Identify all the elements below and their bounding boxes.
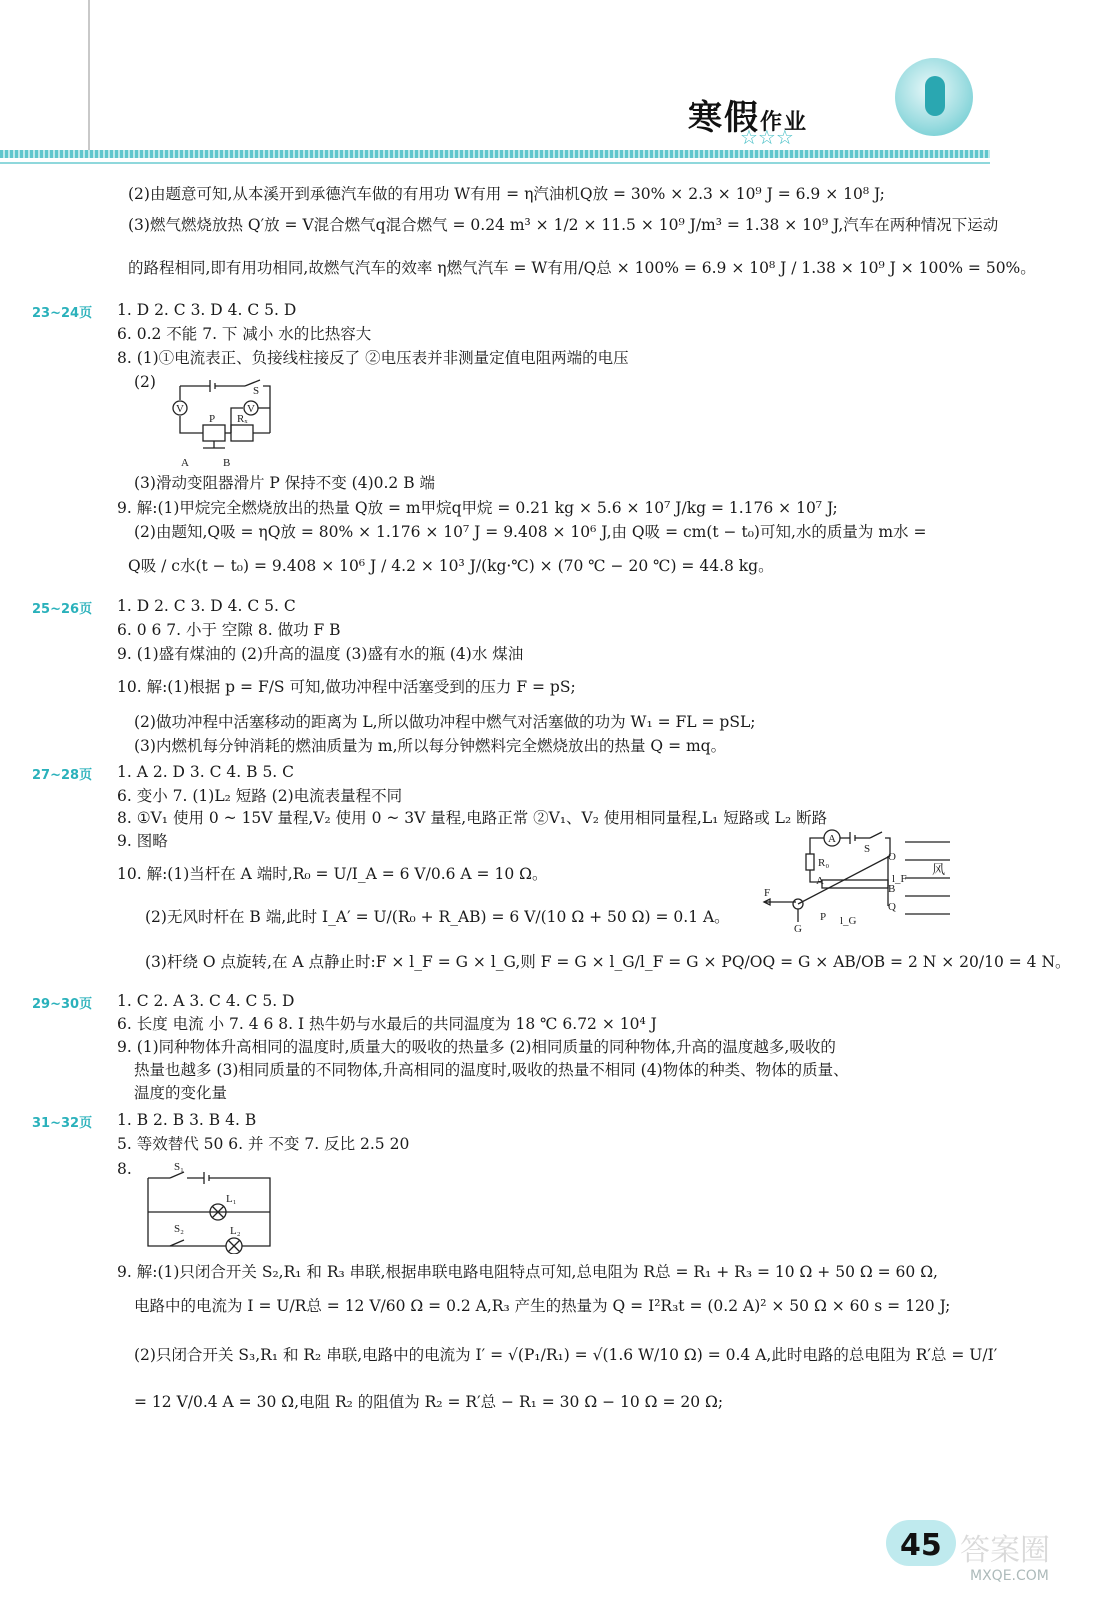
label-ammeter: V: [176, 403, 184, 415]
circuit-diagram-2: [140, 1160, 280, 1254]
answer-line: 电路中的电流为 I = U/R总 = 12 V/60 Ω = 0.2 A,R₃ 产生的热量为 Q = I²R₃t = (0.2 A)² × 50 Ω × 60 s = 120 J;: [134, 1297, 951, 1315]
answer-line: 9. (1)同种物体升高相同的温度时,质量大的吸收的热量多 (2)相同质量的同种物体,升高的温度越多,吸收的: [117, 1038, 836, 1056]
answer-line: 温度的变化量: [134, 1084, 228, 1102]
label-a: A: [816, 875, 824, 887]
header-band: [0, 150, 990, 158]
answer-line: 6. 0 6 7. 小于 空隙 8. 做功 F B: [117, 621, 341, 639]
label-b: B: [223, 457, 231, 469]
section-tag: 23~24页: [32, 306, 93, 321]
lightbulb-mascot-icon: [895, 58, 973, 136]
section-tag: 29~30页: [32, 997, 93, 1012]
answer-line: 1. D 2. C 3. D 4. C 5. C: [117, 597, 296, 615]
header-stars: ☆☆☆: [740, 125, 794, 149]
answer-line: 1. A 2. D 3. C 4. B 5. C: [117, 763, 295, 781]
answer-line: 热量也越多 (3)相同质量的不同物体,升高相同的温度时,吸收的热量不相同 (4)物体的种类、物体的质量、: [134, 1061, 849, 1079]
left-margin-line: [88, 0, 90, 150]
answer-line: 9. (1)盛有煤油的 (2)升高的温度 (3)盛有水的瓶 (4)水 煤油: [117, 645, 524, 663]
label-lf: l_F: [892, 873, 907, 885]
label-rx: Rₓ: [237, 413, 248, 425]
label-l2: L₂: [230, 1225, 241, 1237]
answer-line: (3)杆绕 O 点旋转,在 A 点静止时:F × l_F = G × l_G,则 F = G × l_G/l_F = G × PQ/OQ = G × AB/OB = 2 N × 20/10 = 4 N。: [145, 953, 1071, 971]
answer-line: 8.: [117, 1160, 132, 1178]
label-lg: l_G: [840, 915, 857, 927]
label-wind: 风: [932, 862, 946, 877]
label-f: F: [764, 887, 771, 899]
answer-line: 9. 解:(1)甲烷完全燃烧放出的热量 Q放 = m甲烷q甲烷 = 0.21 kg × 5.6 × 10⁷ J/kg = 1.176 × 10⁷ J;: [117, 499, 838, 517]
answer-line: 10. 解:(1)当杆在 A 端时,R₀ = U/I_A = 6 V/0.6 A = 10 Ω。: [117, 865, 548, 883]
answer-line: 10. 解:(1)根据 p = F/S 可知,做功冲程中活塞受到的压力 F = pS;: [117, 678, 576, 696]
label-switch: S: [864, 843, 871, 855]
answer-line: 5. 等效替代 50 6. 并 不变 7. 反比 2.5 20: [117, 1135, 410, 1153]
label-ammeter: A: [828, 833, 836, 845]
intro-line: 的路程相同,即有用功相同,故燃气汽车的效率 η燃气汽车 = W有用/Q总 × 100% = 6.9 × 10⁸ J / 1.38 × 10⁹ J × 100% = 50%。: [128, 259, 1036, 277]
answer-line: (3)内燃机每分钟消耗的燃油质量为 m,所以每分钟燃料完全燃烧放出的热量 Q = mq。: [134, 737, 727, 755]
answer-line: 6. 0.2 不能 7. 下 减小 水的比热容大: [117, 325, 372, 343]
header-rule: [0, 162, 990, 164]
intro-line: (3)燃气燃烧放热 Q′放 = V混合燃气q混合燃气 = 0.24 m³ × 1/2 × 11.5 × 10⁹ J/m³ = 1.38 × 10⁹ J,汽车在两种情况下运动: [128, 216, 999, 234]
answer-line: (2)无风时杆在 B 端,此时 I_A′ = U/(R₀ + R_AB) = 6 V/(10 Ω + 50 Ω) = 0.1 A。: [145, 908, 730, 926]
answer-line: 8. (1)①电流表正、负接线柱接反了 ②电压表并非测量定值电阻两端的电压: [117, 349, 629, 367]
section-tag: 31~32页: [32, 1116, 93, 1131]
answer-line: = 12 V/0.4 A = 30 Ω,电阻 R₂ 的阻值为 R₂ = R′总 − R₁ = 30 Ω − 10 Ω = 20 Ω;: [134, 1393, 724, 1411]
answer-line: 1. B 2. B 3. B 4. B: [117, 1111, 257, 1129]
label-l1: L₁: [226, 1193, 237, 1205]
section-tag: 25~26页: [32, 602, 93, 617]
answer-line: Q吸 / c水(t − t₀) = 9.408 × 10⁶ J / 4.2 × 10³ J/(kg·℃) × (70 ℃ − 20 ℃) = 44.8 kg。: [128, 557, 774, 575]
label-r0: R₀: [818, 857, 830, 869]
label-p: P: [820, 911, 827, 923]
label-s2: S₂: [174, 1223, 184, 1235]
circuit-diagram-1: [165, 378, 285, 470]
answer-line: 9. 图略: [117, 832, 168, 850]
label-voltmeter: V: [247, 403, 255, 415]
label-switch: S: [253, 385, 260, 397]
intro-line: (2)由题意可知,从本溪开到承德汽车做的有用功 W有用 = η汽油机Q放 = 30% × 2.3 × 10⁹ J = 6.9 × 10⁸ J;: [128, 185, 885, 203]
label-p: P: [209, 413, 216, 425]
watermark-logo: 答案圈: [960, 1533, 1050, 1568]
wind-lever-diagram: [760, 826, 960, 934]
watermark-url: MXQE.COM: [970, 1568, 1049, 1584]
answer-line: 6. 变小 7. (1)L₂ 短路 (2)电流表量程不同: [117, 787, 403, 805]
label-s1: S₁: [174, 1161, 184, 1173]
section-tag: 27~28页: [32, 768, 93, 783]
answer-line: (3)滑动变阻器滑片 P 保持不变 (4)0.2 B 端: [134, 474, 436, 492]
answer-line: 8. ①V₁ 使用 0 ~ 15V 量程,V₂ 使用 0 ~ 3V 量程,电路正常 ②V₁、V₂ 使用相同量程,L₁ 短路或 L₂ 断路: [117, 809, 828, 827]
answer-line: 9. 解:(1)只闭合开关 S₂,R₁ 和 R₃ 串联,根据串联电路电阻特点可知,总电阻为 R总 = R₁ + R₃ = 10 Ω + 50 Ω = 60 Ω,: [117, 1263, 938, 1281]
answer-line: (2)做功冲程中活塞移动的距离为 L,所以做功冲程中燃气对活塞做的功为 W₁ = FL = pSL;: [134, 713, 756, 731]
label-o: O: [888, 851, 896, 863]
page-number: 45: [900, 1528, 942, 1563]
label-a: A: [181, 457, 189, 469]
answer-line: (2): [134, 373, 156, 391]
label-g: G: [794, 923, 802, 934]
answer-line: 1. D 2. C 3. D 4. C 5. D: [117, 301, 297, 319]
answer-line: 1. C 2. A 3. C 4. C 5. D: [117, 992, 295, 1010]
answer-line: (2)由题知,Q吸 = ηQ放 = 80% × 1.176 × 10⁷ J = 9.408 × 10⁶ J,由 Q吸 = cm(t − t₀)可知,水的质量为 m水 =: [134, 523, 927, 541]
label-b: B: [888, 883, 896, 895]
answer-line: 6. 长度 电流 小 7. 4 6 8. I 热牛奶与水最后的共同温度为 18 ℃ 6.72 × 10⁴ J: [117, 1015, 657, 1033]
header-title: 寒假作业: [688, 98, 809, 138]
label-q: Q: [888, 901, 896, 913]
answer-line: (2)只闭合开关 S₃,R₁ 和 R₂ 串联,电路中的电流为 I′ = √(P₁/R₁) = √(1.6 W/10 Ω) = 0.4 A,此时电路的总电阻为 R′总 = U/I′: [134, 1346, 998, 1364]
